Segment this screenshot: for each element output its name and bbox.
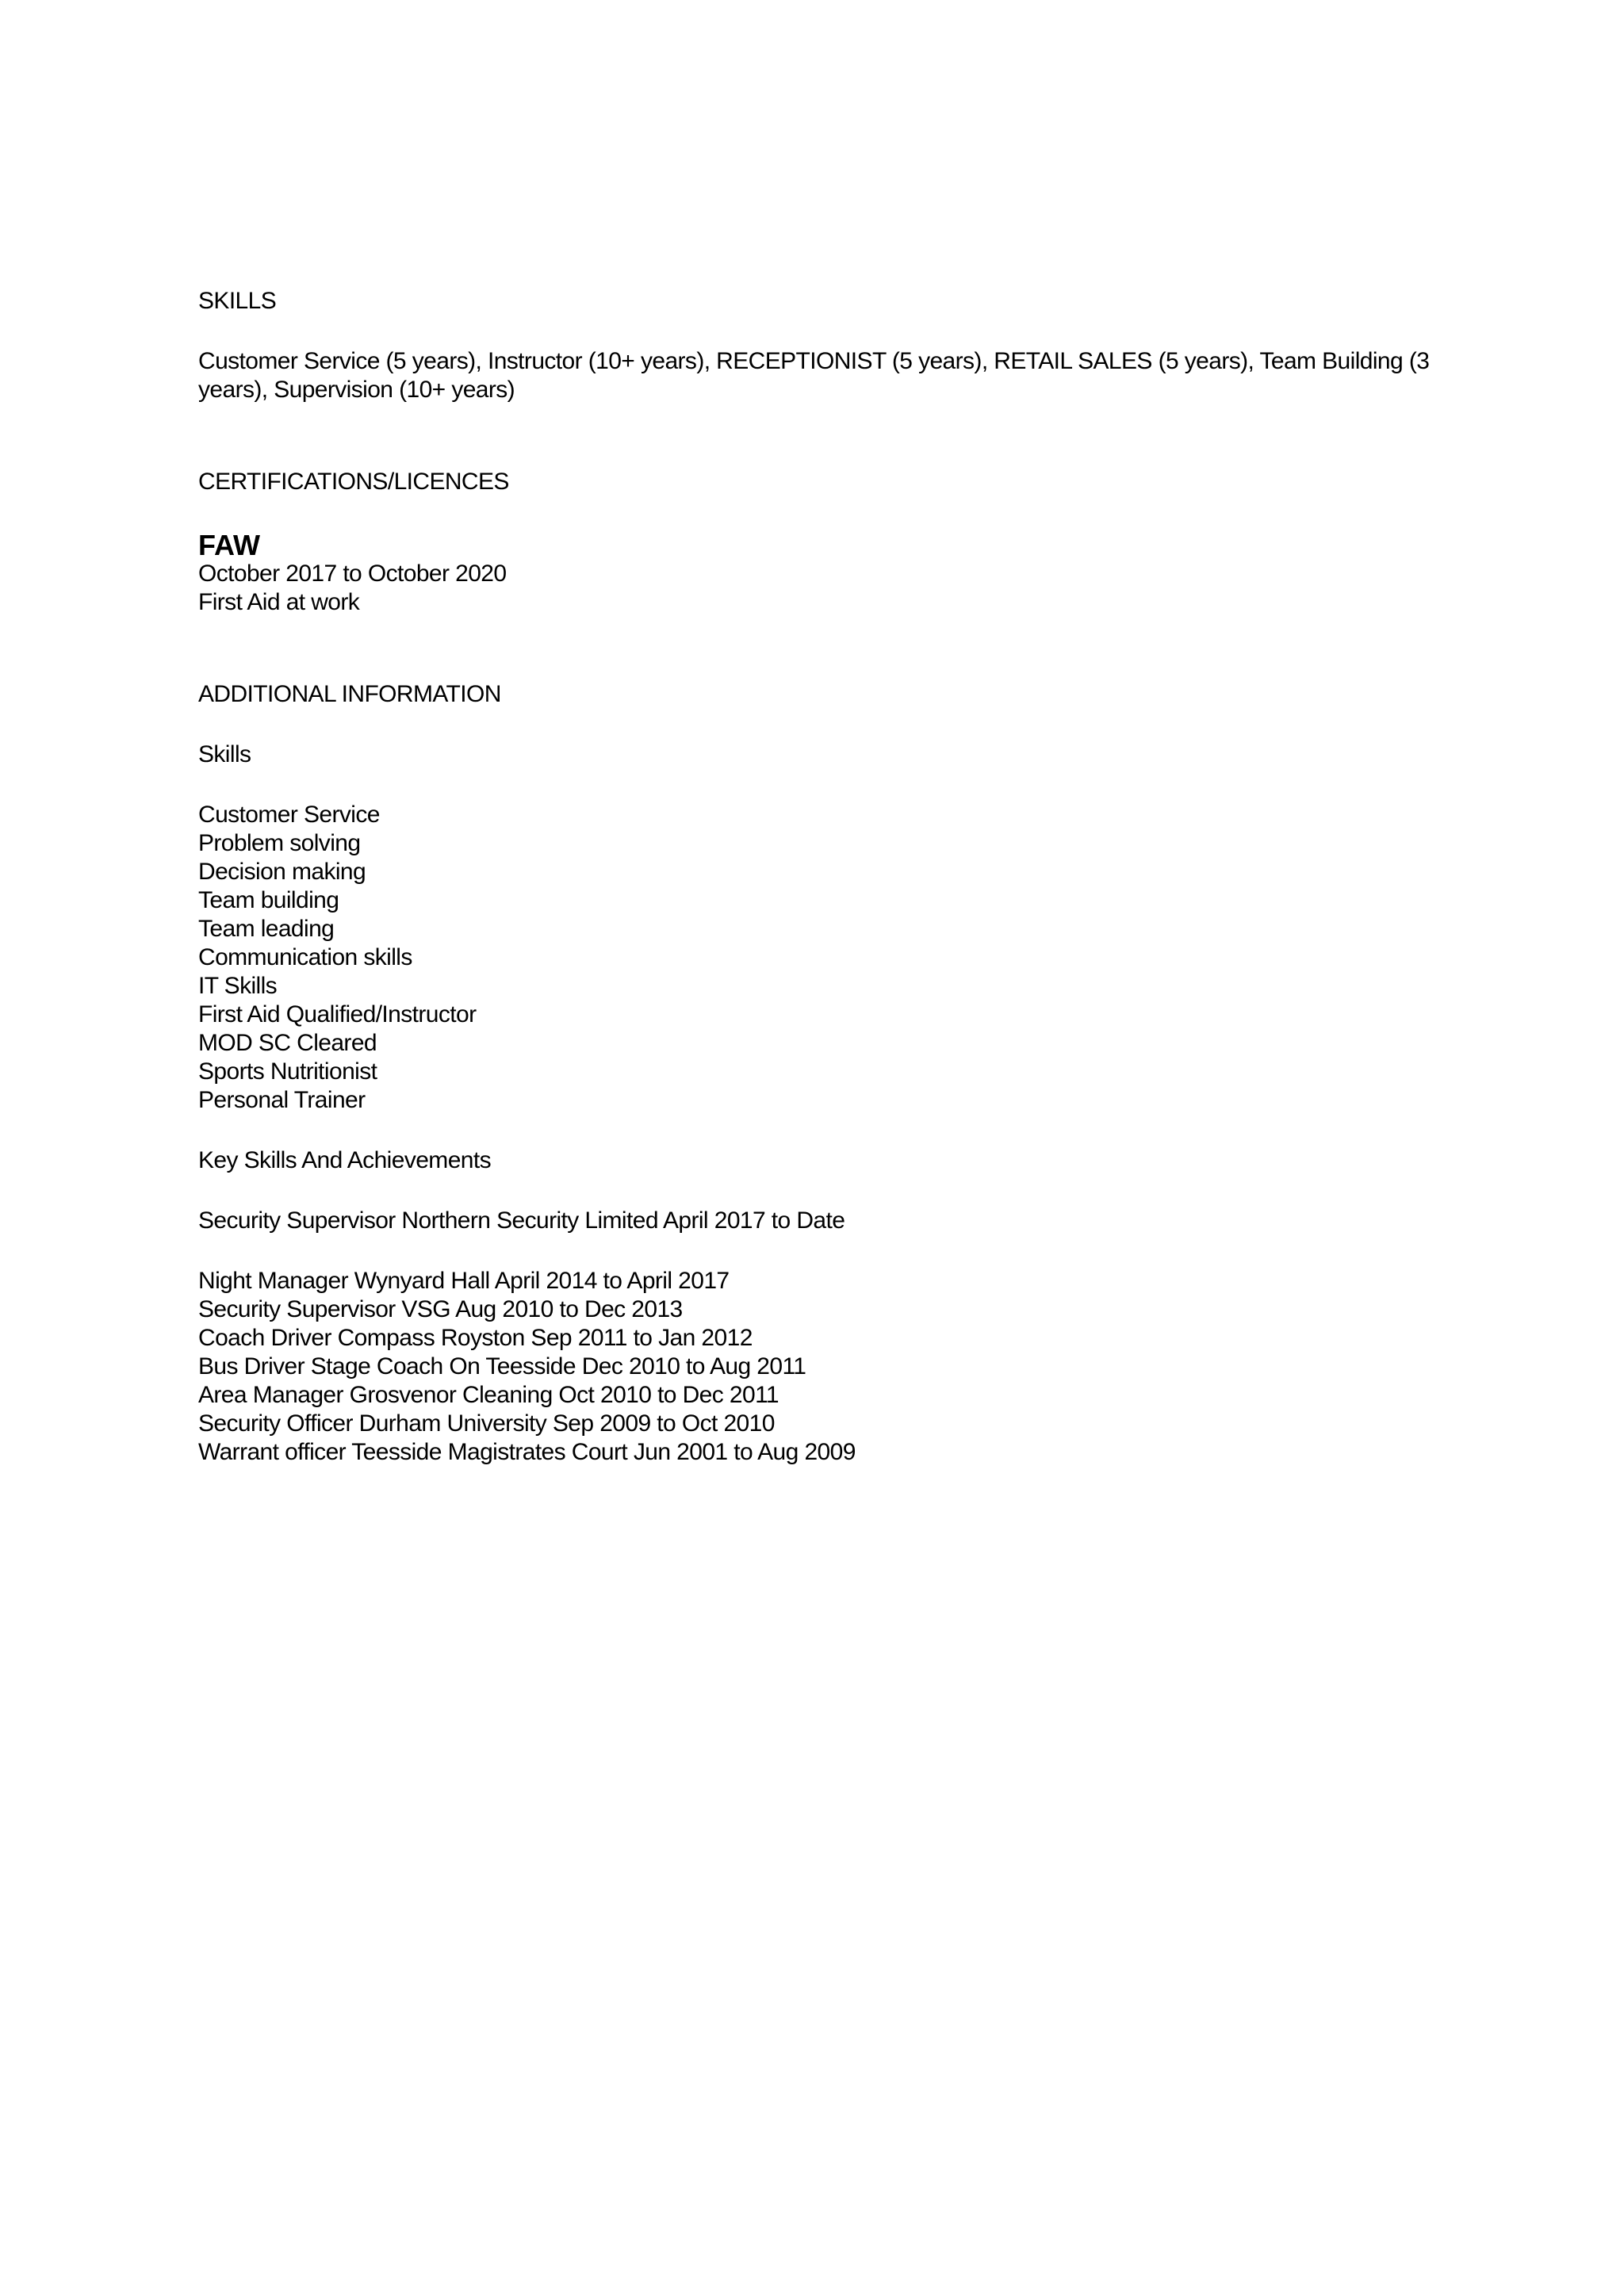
spacer	[198, 769, 1435, 801]
spacer	[198, 709, 1435, 740]
employment-history-list	[198, 1267, 1435, 1467]
certification-name: FAW	[198, 529, 260, 561]
spacer	[198, 617, 1435, 680]
spacer	[198, 1115, 1435, 1146]
list-item: Coach Driver Compass Royston Sep 2011 to Jan 2012	[198, 1325, 753, 1351]
list-item: MOD SC Cleared	[198, 1030, 377, 1056]
list-item: Team building	[198, 887, 339, 913]
list-item: Night Manager Wynyard Hall April 2014 to April 2017	[198, 1268, 730, 1294]
list-item: Warrant officer Teesside Magistrates Court Jun 2001 to Aug 2009	[198, 1439, 856, 1465]
skills-heading: SKILLS	[198, 288, 277, 314]
skills-summary: Customer Service (5 years), Instructor (10+ years), RECEPTIONIST (5 years), RETAIL SALES (5 years), Team Building (3 years), Supervision (10+ years)	[198, 348, 1430, 403]
spacer	[198, 1175, 1435, 1207]
list-item: Area Manager Grosvenor Cleaning Oct 2010 to Dec 2011	[198, 1382, 779, 1408]
skills-subheading: Skills	[198, 741, 251, 767]
additional-info-heading: ADDITIONAL INFORMATION	[198, 681, 501, 707]
spacer	[198, 316, 1435, 347]
list-item: Team leading	[198, 916, 335, 942]
list-item: Security Officer Durham University Sep 2009 to Oct 2010	[198, 1410, 775, 1437]
list-item: Personal Trainer	[198, 1087, 366, 1113]
spacer	[198, 404, 1435, 468]
list-item: IT Skills	[198, 973, 278, 999]
list-item: Customer Service	[198, 802, 380, 828]
current-role: Security Supervisor Northern Security Limited April 2017 to Date	[198, 1207, 845, 1234]
list-item: First Aid Qualified/Instructor	[198, 1001, 477, 1027]
certification-dates: October 2017 to October 2020	[198, 561, 507, 587]
list-item: Decision making	[198, 859, 366, 885]
list-item: Bus Driver Stage Coach On Teesside Dec 2010 to Aug 2011	[198, 1353, 806, 1380]
list-item: Problem solving	[198, 830, 361, 856]
skills-list	[198, 801, 1435, 1115]
page-content	[198, 287, 1435, 1467]
list-item: Security Supervisor VSG Aug 2010 to Dec 2013	[198, 1296, 683, 1322]
list-item: Communication skills	[198, 944, 412, 970]
certification-item	[198, 531, 1435, 617]
certifications-heading: CERTIFICATIONS/LICENCES	[198, 469, 509, 495]
list-item: Sports Nutritionist	[198, 1058, 377, 1085]
key-skills-heading: Key Skills And Achievements	[198, 1147, 491, 1173]
certification-description: First Aid at work	[198, 589, 360, 615]
spacer	[198, 1235, 1435, 1267]
